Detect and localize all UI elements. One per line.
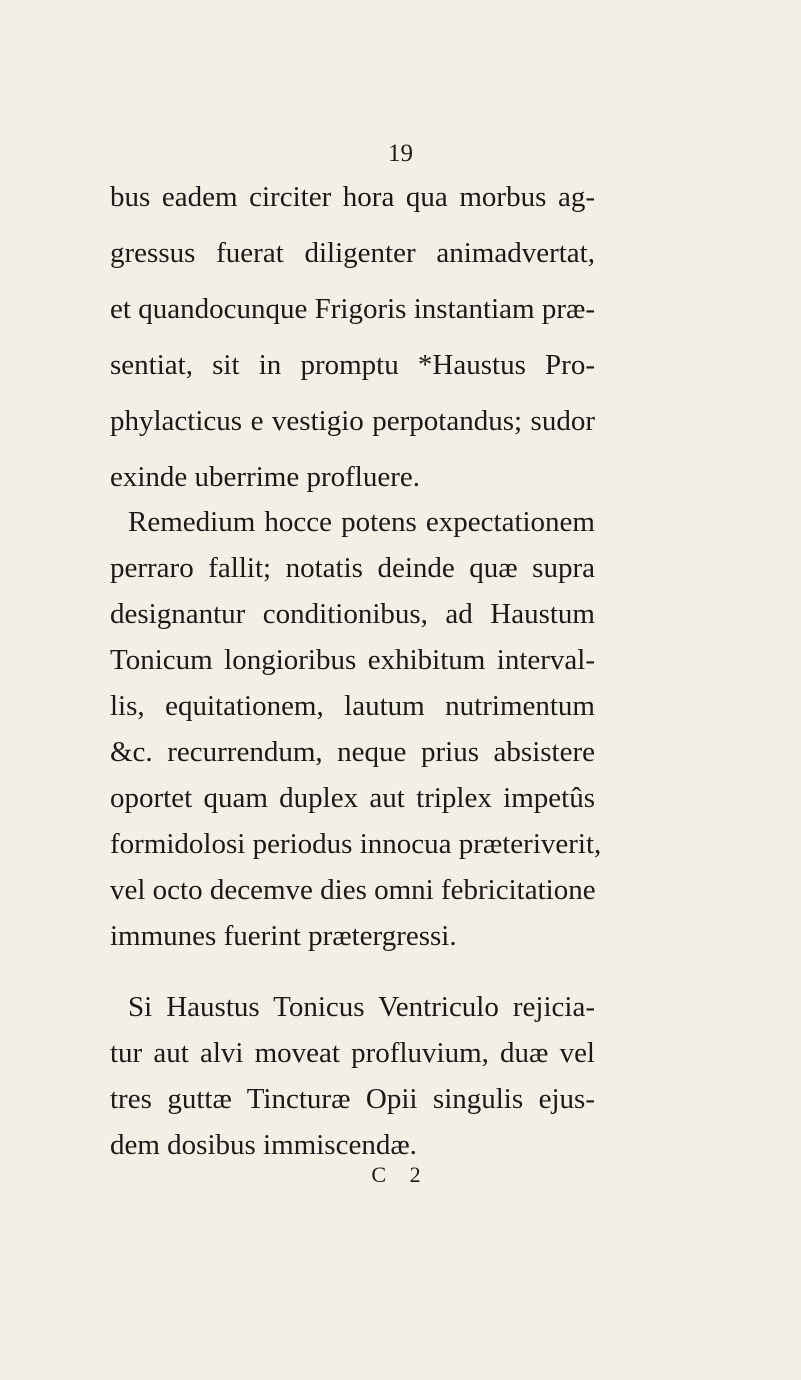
text-line: tres guttæ Tincturæ Opii singulis ejus- [110,1083,595,1115]
text-line: Si Haustus Tonicus Ventriculo rejicia- [128,991,595,1023]
text-line: exinde uberrime profluere. [110,461,420,493]
text-line: et quandocunque Frigoris instantiam præ- [110,293,595,325]
text-line: designantur conditionibus, ad Haustum [110,598,595,630]
text-line: perraro fallit; notatis deinde quæ supra [110,552,595,584]
text-line: Remedium hocce potens expectationem [128,506,595,538]
text-line: oportet quam duplex aut triplex impetûs [110,782,595,814]
text-line: dem dosibus immiscendæ. [110,1129,417,1161]
text-line: bus eadem circiter hora qua morbus ag- [110,181,595,213]
text-line: gressus fuerat diligenter animadvertat, [110,237,595,269]
text-line: vel octo decemve dies omni febricitatione [110,874,596,906]
text-line: lis, equitationem, lautum nutrimentum [110,690,595,722]
text-line: sentiat, sit in promptu *Haustus Pro- [110,349,595,381]
text-line: Tonicum longioribus exhibitum interval- [110,644,595,676]
text-line: &c. recurrendum, neque prius absistere [110,736,595,768]
signature-mark: C 2 [371,1162,430,1187]
text-line: tur aut alvi moveat profluvium, duæ vel [110,1037,595,1069]
text-line: formidolosi periodus innocua præteriverit, [110,828,602,860]
text-line: immunes fuerint prætergressi. [110,920,457,952]
text-line: phylacticus e vestigio perpotandus; sudor [110,405,595,437]
page-number: 19 [388,140,413,167]
